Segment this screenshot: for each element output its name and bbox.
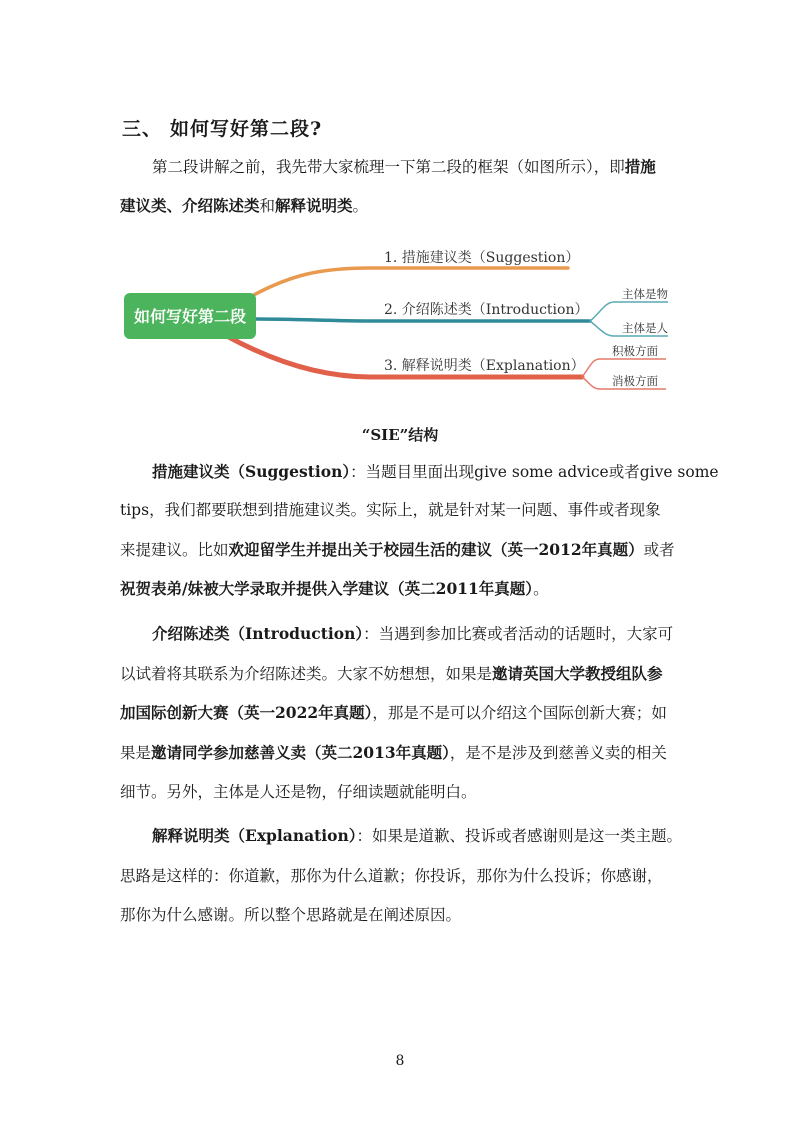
section-title: 如何写好第二段? [170,118,323,140]
child-label-object: 主体是物 [622,287,668,301]
branch-label-introduction: 2. 介绍陈述类（Introduction） [384,302,589,318]
p2-line-3: 加国际创新大赛（英一2022年真题），那是不是可以介绍这个国际创新大赛；如 [120,703,667,722]
child-label-positive: 积极方面 [612,344,658,358]
page-number: 8 [395,1053,405,1069]
p2-line-5: 细节。另外，主体是人还是物，仔细读题就能明白。 [120,783,477,801]
mindmap-link-suggestion [250,268,568,297]
p3-line-3: 那你为什么感谢。所以整个思路就是在阐述原因。 [120,906,462,924]
p3-line-1: 解释说明类（Explanation）：如果是道歉、投诉或者感谢则是这一类主题。 [152,826,683,845]
child-link-object [590,302,668,321]
branch-label-explanation: 3. 解释说明类（Explanation） [384,358,585,374]
p3-line-2: 思路是这样的：你道歉，那你为什么道歉；你投诉，那你为什么投诉；你感谢， [120,867,663,885]
mindmap-root-label: 如何写好第二段 [133,307,247,326]
intro-line-1: 第二段讲解之前，我先带大家梳理一下第二段的框架（如图所示），即措施 [152,157,656,176]
p2-line-4: 果是邀请同学参加慈善义卖（英二2013年真题），是不是涉及到慈善义卖的相关 [120,743,667,762]
figure-caption: “SIE”结构 [361,426,439,444]
mindmap-link-introduction [255,319,590,321]
section-number: 三、 [122,118,163,140]
mindmap-diagram [0,235,800,405]
intro-line-2: 建议类、介绍陈述类和解释说明类。 [120,196,369,215]
p2-line-2: 以试着将其联系为介绍陈述类。大家不妨想想，如果是邀请英国大学教授组队参 [120,664,663,683]
p2-line-1: 介绍陈述类（Introduction）：当遇到参加比赛或者活动的话题时，大家可 [152,624,674,643]
p1-line-1: 措施建议类（Suggestion）：当题目里面出现give some advice或者give some [152,462,719,481]
p1-line-4: 祝贺表弟/妹被大学录取并提供入学建议（英二2011年真题）。 [120,579,549,598]
child-label-negative: 消极方面 [612,374,658,388]
p1-line-3: 来提建议。比如欢迎留学生并提出关于校园生活的建议（英一2012年真题）或者 [120,540,675,559]
section-heading [122,114,322,141]
child-label-person: 主体是人 [622,321,668,335]
branch-label-suggestion: 1. 措施建议类（Suggestion） [384,250,580,266]
p1-line-2: tips，我们都要联想到措施建议类。实际上，就是针对某一问题、事件或者现象 [120,501,661,519]
